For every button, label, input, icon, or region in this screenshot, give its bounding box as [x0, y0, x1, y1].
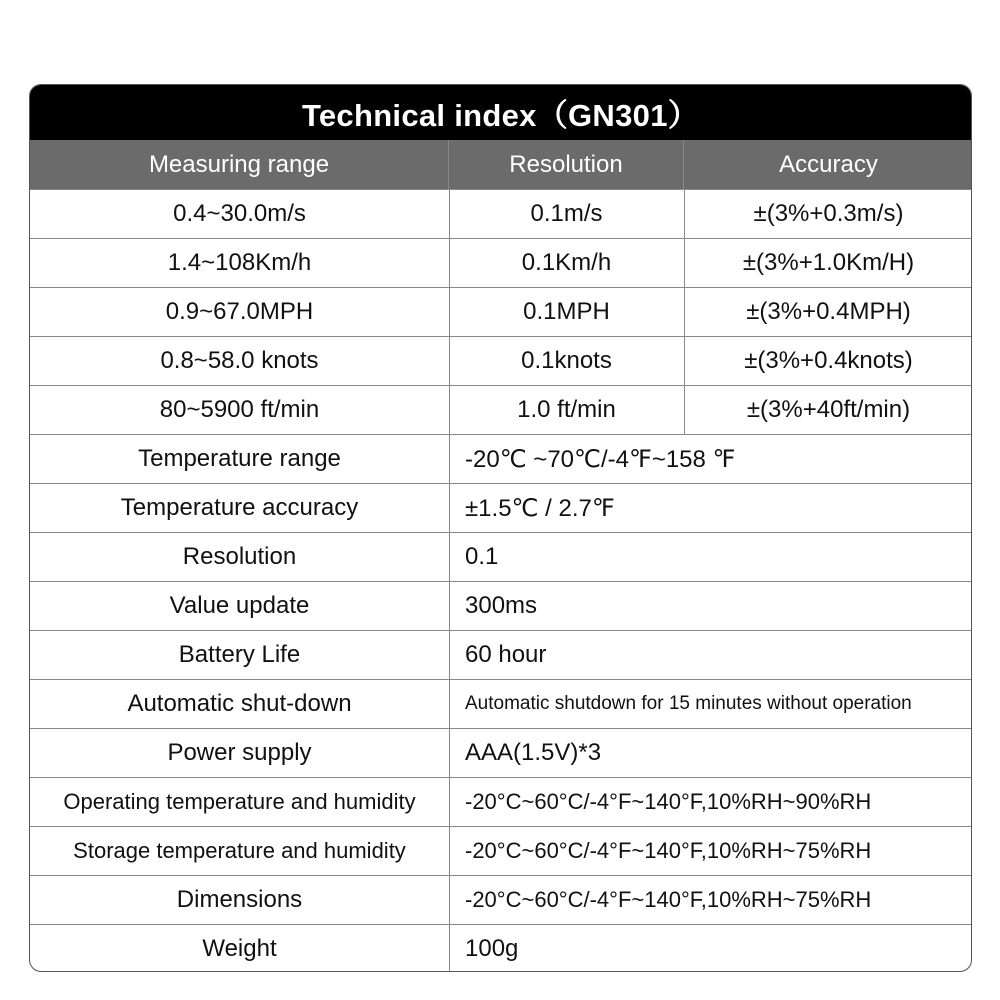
spec-value: 60 hour [465, 641, 547, 668]
resolution-cell: 0.1MPH [523, 298, 610, 325]
spec-value: 0.1 [465, 543, 499, 570]
table-row [30, 581, 971, 630]
table-row [30, 679, 971, 728]
spec-label: Resolution [182, 543, 297, 570]
spec-value: -20°C~60°C/-4°F~140°F,10%RH~75%RH [465, 838, 872, 863]
spec-label: Operating temperature and humidity [63, 789, 416, 814]
header-resolution: Resolution [449, 140, 684, 189]
table-row [30, 532, 971, 581]
spec-label: Power supply [167, 739, 312, 766]
accuracy-cell: ±(3%+0.3m/s) [753, 200, 904, 227]
table-row [30, 875, 971, 924]
spec-value: -20°C~60°C/-4°F~140°F,10%RH~75%RH [465, 887, 872, 912]
table-row [30, 385, 971, 434]
table-row [30, 238, 971, 287]
table-row [30, 630, 971, 679]
spec-value: AAA(1.5V)*3 [465, 739, 602, 766]
spec-label: Weight [202, 935, 277, 962]
table-title-bar [30, 85, 971, 140]
range-cell: 1.4~108Km/h [167, 249, 312, 276]
header-accuracy: Accuracy [684, 140, 972, 189]
spec-value: 300ms [465, 592, 538, 619]
spec-label: Value update [169, 592, 310, 619]
table-row [30, 287, 971, 336]
spec-value: Automatic shutdown for 15 minutes without operation [465, 693, 912, 714]
range-cell: 80~5900 ft/min [159, 396, 320, 423]
spec-label: Automatic shut-down [127, 690, 352, 717]
resolution-cell: 0.1knots [521, 347, 612, 374]
spec-table [29, 84, 972, 972]
spec-label: Dimensions [176, 886, 303, 913]
table-title: Technical index（GN301） [301, 98, 700, 133]
table-row [30, 189, 971, 238]
spec-value: -20°C~60°C/-4°F~140°F,10%RH~90%RH [465, 789, 872, 814]
table-row [30, 777, 971, 826]
range-cell: 0.9~67.0MPH [165, 298, 314, 325]
header-measuring-range: Measuring range [30, 140, 449, 189]
spec-label: Temperature accuracy [120, 494, 359, 521]
table-row [30, 826, 971, 875]
range-cell: 0.4~30.0m/s [173, 200, 306, 227]
spec-value: ±1.5℃ / 2.7℉ [465, 494, 615, 522]
table-row [30, 336, 971, 385]
spec-label: Temperature range [138, 445, 341, 472]
resolution-cell: 1.0 ft/min [517, 396, 616, 423]
table-row [30, 728, 971, 777]
accuracy-cell: ±(3%+1.0Km/H) [742, 249, 915, 276]
table-row [30, 434, 971, 483]
resolution-cell: 0.1Km/h [521, 249, 612, 276]
accuracy-cell: ±(3%+40ft/min) [746, 396, 911, 423]
spec-value: -20℃ ~70℃/-4℉~158 ℉ [465, 445, 736, 473]
accuracy-cell: ±(3%+0.4knots) [744, 347, 913, 374]
spec-label: Battery Life [178, 641, 301, 668]
table-row [30, 483, 971, 532]
spec-value: 100g [465, 935, 519, 962]
spec-label: Storage temperature and humidity [73, 838, 406, 863]
range-cell: 0.8~58.0 knots [160, 347, 319, 374]
table-row [30, 924, 971, 972]
accuracy-cell: ±(3%+0.4MPH) [746, 298, 911, 325]
resolution-cell: 0.1m/s [530, 200, 603, 227]
